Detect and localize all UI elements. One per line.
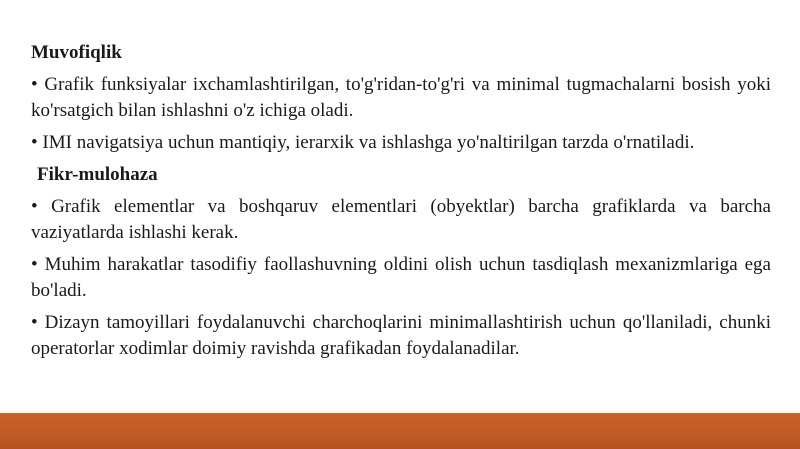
slide-content [31,40,771,368]
bullet-item: • Dizayn tamoyillari foydalanuvchi charchoqlarini minimallashtirish uchun qo'llaniladi, chunki operatorlar xodimlar doimiy ravishda grafikadan foydalanadilar. [31,312,771,359]
bullet-item: • Muhim harakatlar tasodifiy faollashuvning oldini olish uchun tasdiqlash mexanizmlariga ega bo'ladi. [31,254,771,301]
section-heading-muvofiqlik: Muvofiqlik [31,42,122,63]
bullet-item: • IMI navigatsiya uchun mantiqiy, ierarxik va ishlashga yo'naltirilgan tarzda o'rnatiladi. [31,132,695,153]
bullet-item: • Grafik funksiyalar ixchamlashtirilgan, to'g'ridan-to'g'ri va minimal tugmachalarni bosish yoki ko'rsatgich bilan ishlashni o'z ichiga oladi. [31,74,771,121]
bullet-item: • Grafik elementlar va boshqaruv elementlari (obyektlar) barcha grafiklarda va barcha vaziyatlarda ishlashi kerak. [31,196,771,243]
footer-band [0,413,800,449]
section-heading-fikr-mulohaza: Fikr-mulohaza [37,164,158,185]
